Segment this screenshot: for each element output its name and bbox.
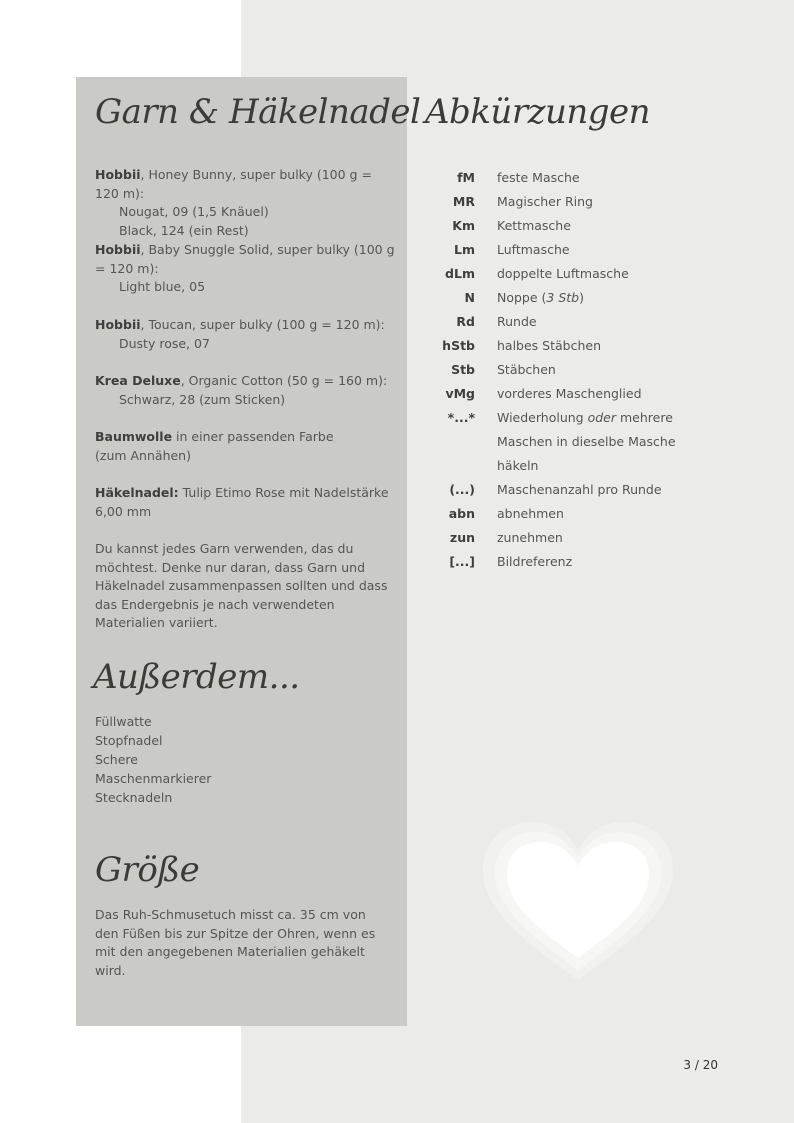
abbreviation-row — [420, 502, 680, 526]
yarn-color: Schwarz, 28 (zum Sticken) — [119, 391, 286, 407]
abbr-key: abn — [448, 506, 475, 521]
abbr-value-pre: Wiederholung — [497, 410, 588, 425]
abbreviation-row — [420, 358, 680, 382]
abbr-key: [...] — [449, 554, 475, 569]
yarn-item — [95, 428, 355, 465]
abbr-key: vMg — [445, 386, 475, 401]
abbr-value-pre: Noppe ( — [497, 290, 547, 305]
abbr-value: Luftmasche — [497, 242, 570, 257]
hook-label: Häkelnadel: — [95, 485, 179, 500]
yarn-color: Black, 124 (ein Rest) — [119, 222, 249, 238]
list-item: Stopfnadel — [95, 733, 163, 748]
abbr-value-em: oder — [587, 410, 617, 425]
abbr-value: häkeln — [497, 458, 539, 473]
yarn-color: Light blue, 05 — [119, 279, 206, 295]
abbr-value: Kettmasche — [497, 218, 571, 233]
size-description — [95, 906, 385, 980]
heading-groesse: Größe — [95, 850, 200, 890]
page-number: 3 / 20 — [683, 1058, 718, 1072]
abbreviation-row — [420, 190, 680, 214]
abbr-key: fM — [457, 170, 475, 185]
abbr-key: N — [464, 290, 475, 305]
abbr-value-em: 3 Stb — [546, 290, 580, 305]
abbr-key: dLm — [445, 266, 475, 281]
abbr-value — [497, 286, 680, 310]
list-item: Stecknadeln — [95, 790, 173, 805]
abbr-value: Magischer Ring — [497, 194, 593, 209]
heart-icon — [483, 822, 673, 982]
list-item: Füllwatte — [95, 714, 152, 729]
abbr-key — [420, 454, 497, 478]
abbreviation-table — [420, 166, 680, 574]
yarn-desc: , Organic Cotton (50 g = 160 m): — [180, 373, 388, 388]
abbr-key: *...* — [447, 410, 475, 425]
abbreviation-row — [420, 166, 680, 190]
abbr-value: Bildreferenz — [497, 554, 573, 569]
yarn-brand: Hobbii — [95, 167, 141, 182]
yarn-color: Dusty rose, 07 — [119, 335, 210, 351]
yarn-color: Nougat, 09 (1,5 Knäuel) — [119, 204, 269, 220]
list-item: Schere — [95, 752, 138, 767]
abbr-value: zunehmen — [497, 530, 563, 545]
abbr-key: hStb — [442, 338, 475, 353]
abbreviation-row — [420, 214, 680, 238]
heading-ausserdem: Außerdem... — [93, 657, 300, 697]
abbr-value: halbes Stäbchen — [497, 338, 602, 353]
abbreviation-row — [420, 430, 680, 454]
yarn-item — [95, 316, 395, 353]
abbr-key: (...) — [449, 482, 475, 497]
abbreviation-row — [420, 334, 680, 358]
abbr-value: Stäbchen — [497, 362, 556, 377]
abbr-key: Lm — [454, 242, 475, 257]
abbreviation-row — [420, 238, 680, 262]
abbr-key — [420, 430, 497, 454]
yarn-item — [95, 241, 395, 297]
abbr-key: Km — [452, 218, 475, 233]
abbreviation-row — [420, 286, 680, 310]
yarn-desc: , Baby Snuggle Solid, super bulky (100 g = 120 m): — [95, 242, 395, 276]
yarn-desc: , Honey Bunny, super bulky (100 g = 120 m): — [95, 167, 372, 201]
abbreviation-row — [420, 454, 680, 478]
abbr-value: doppelte Luftmasche — [497, 266, 629, 281]
abbreviation-row — [420, 406, 680, 430]
abbr-key: MR — [452, 194, 475, 209]
list-item: Maschenmarkierer — [95, 771, 212, 786]
abbr-value: abnehmen — [497, 506, 564, 521]
yarn-note-text: Du kannst jedes Garn verwenden, das du möchtest. Denke nur daran, dass Garn und Häkelnadel zusammenpassen sollten und dass das Endergebnis je nach verwendeten Materialien variiert. — [95, 541, 388, 631]
abbreviation-row — [420, 262, 680, 286]
abbreviation-row — [420, 526, 680, 550]
abbr-value-post: mehrere — [616, 410, 673, 425]
abbreviation-row — [420, 310, 680, 334]
abbr-key: Rd — [456, 314, 475, 329]
yarn-item — [95, 166, 395, 240]
abbr-value: Runde — [497, 314, 537, 329]
abbr-value — [497, 406, 680, 430]
yarn-brand: Krea Deluxe — [95, 373, 181, 388]
abbr-key: Stb — [451, 362, 475, 377]
hook-desc: Tulip Etimo Rose mit Nadelstärke 6,00 mm — [95, 485, 389, 519]
extras-list — [95, 712, 211, 807]
abbreviation-row — [420, 550, 680, 574]
heading-abkuerzungen: Abkürzungen — [425, 92, 651, 132]
yarn-brand: Hobbii — [95, 242, 141, 257]
abbreviation-row — [420, 478, 680, 502]
yarn-brand: Hobbii — [95, 317, 141, 332]
yarn-desc: in einer passenden Farbe (zum Annähen) — [95, 429, 334, 463]
hook-item — [95, 484, 390, 521]
abbr-value: Maschenanzahl pro Runde — [497, 482, 662, 497]
yarn-desc: , Toucan, super bulky (100 g = 120 m): — [140, 317, 385, 332]
abbr-value: Maschen in dieselbe Masche — [497, 434, 676, 449]
heading-garn: Garn & Häkelnadel — [95, 92, 421, 132]
yarn-note — [95, 540, 390, 633]
abbr-key: zun — [449, 530, 475, 545]
size-text: Das Ruh-Schmusetuch misst ca. 35 cm von den Füßen bis zur Spitze der Ohren, wenn es mit den angegebenen Materialien gehäkelt wird. — [95, 907, 376, 978]
abbr-value: feste Masche — [497, 170, 580, 185]
abbreviation-row — [420, 382, 680, 406]
abbr-value: vorderes Maschenglied — [497, 386, 642, 401]
yarn-brand: Baumwolle — [95, 429, 173, 444]
yarn-item — [95, 372, 395, 409]
abbr-value-post: ) — [579, 290, 585, 305]
